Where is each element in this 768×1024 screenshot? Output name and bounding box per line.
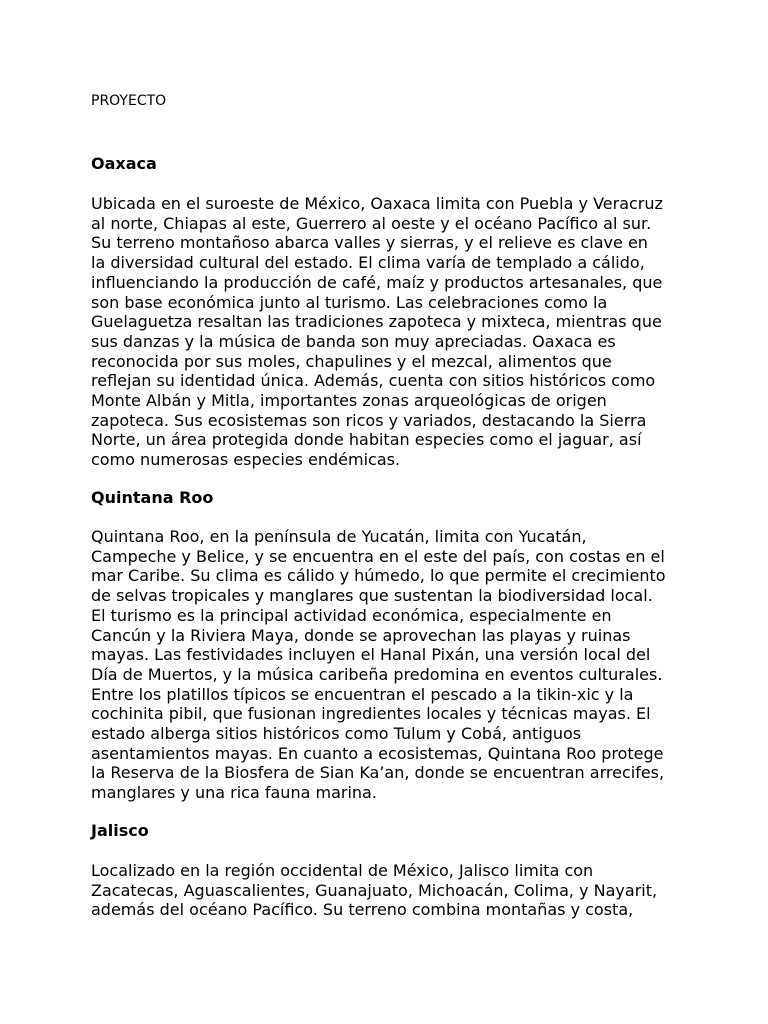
paragraph-line: Ubicada en el suroeste de México, Oaxaca limita con Puebla y Veracruz xyxy=(91,194,663,213)
paragraph-line: Día de Muertos, y la música caribeña predomina en eventos culturales. xyxy=(91,664,663,684)
paragraph-line: influenciando la producción de café, maíz y productos artesanales, que xyxy=(91,272,663,292)
section-title-quintana-roo: Quintana Roo xyxy=(91,488,214,507)
paragraph-line: Guelaguetza resaltan las tradiciones zapoteca y mixteca, mientras que xyxy=(91,312,662,332)
paragraph-line: El turismo es la principal actividad económica, especialmente en xyxy=(91,605,612,625)
paragraph-line: Cancún y la Riviera Maya, donde se aprovechan las playas y ruinas xyxy=(91,625,631,645)
paragraph-line: reconocida por sus moles, chapulines y el mezcal, alimentos que xyxy=(91,351,612,371)
paragraph-line: sus danzas y la música de banda son muy apreciadas. Oaxaca es xyxy=(91,331,616,351)
paragraph-line: Monte Albán y Mitla, importantes zonas arqueológicas de origen xyxy=(91,391,607,411)
paragraph-line: Quintana Roo, en la península de Yucatán, limita con Yucatán, xyxy=(91,527,587,546)
paragraph-line: zapoteca. Sus ecosistemas son ricos y variados, destacando la Sierra xyxy=(91,410,647,430)
paragraph-line: Norte, un área protegida donde habitan especies como el jaguar, así xyxy=(91,430,642,450)
paragraph-line: asentamientos mayas. En cuanto a ecosistemas, Quintana Roo protege xyxy=(91,743,664,763)
paragraph-line: son base económica junto al turismo. Las celebraciones como la xyxy=(91,292,608,312)
paragraph-jalisco xyxy=(91,861,657,920)
paragraph-line: mar Caribe. Su clima es cálido y húmedo, lo que permite el crecimiento xyxy=(91,566,666,586)
paragraph-line: la diversidad cultural del estado. El clima varía de templado a cálido, xyxy=(91,253,645,273)
document-label: PROYECTO xyxy=(91,93,167,109)
paragraph-line: Su terreno montañoso abarca valles y sierras, y el relieve es clave en xyxy=(91,233,648,253)
paragraph-line: mayas. Las festividades incluyen el Hanal Pixán, una versión local del xyxy=(91,645,651,665)
paragraph-line: cochinita pibil, que fusionan ingredientes locales y técnicas mayas. El xyxy=(91,704,651,724)
paragraph-line: como numerosas especies endémicas. xyxy=(91,450,401,470)
paragraph-line: estado alberga sitios históricos como Tulum y Cobá, antiguos xyxy=(91,724,582,744)
paragraph-line: de selvas tropicales y manglares que sustentan la biodiversidad local. xyxy=(91,586,653,606)
paragraph-line: Entre los platillos típicos se encuentran el pescado a la tikin-xic y la xyxy=(91,684,634,704)
paragraph-line: manglares y una rica fauna marina. xyxy=(91,783,377,803)
paragraph-line: Campeche y Belice, y se encuentra en el este del país, con costas en el xyxy=(91,546,665,566)
paragraph-line: reflejan su identidad única. Además, cuenta con sitios históricos como xyxy=(91,371,656,391)
paragraph-oaxaca xyxy=(91,194,663,470)
section-title-oaxaca: Oaxaca xyxy=(91,154,157,173)
paragraph-line: Zacatecas, Aguascalientes, Guanajuato, Michoacán, Colima, y Nayarit, xyxy=(91,880,658,900)
paragraph-line: la Reserva de la Biosfera de Sian Ka’an, donde se encuentran arrecifes, xyxy=(91,763,665,783)
paragraph-quintana-roo xyxy=(91,527,666,803)
paragraph-line: Localizado en la región occidental de México, Jalisco limita con xyxy=(91,861,594,880)
section-title-jalisco: Jalisco xyxy=(91,821,149,840)
paragraph-line: al norte, Chiapas al este, Guerrero al oeste y el océano Pacífico al sur. xyxy=(91,213,652,233)
paragraph-line: además del océano Pacífico. Su terreno combina montañas y costa, xyxy=(91,900,634,920)
